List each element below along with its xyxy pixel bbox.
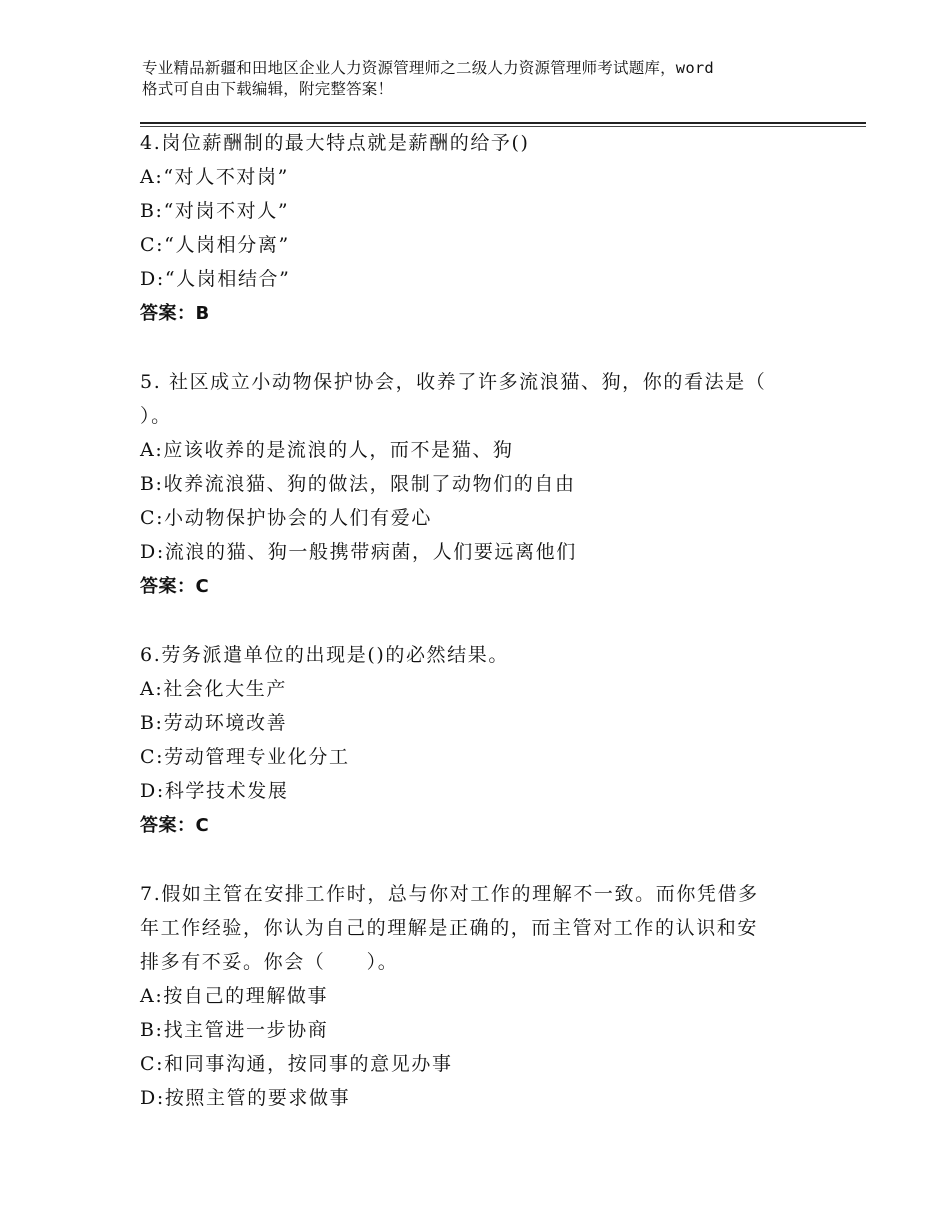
question-5-option-c: C:小动物保护协会的人们有爱心 — [140, 507, 432, 529]
question-4-stem-line-1: 4.岗位薪酬制的最大特点就是薪酬的给予() — [140, 132, 530, 154]
question-5-stem-line-1: 5. 社区成立小动物保护协会，收养了许多流浪猫、狗，你的看法是（ — [140, 371, 767, 393]
question-6-option-c: C:劳动管理专业化分工 — [140, 746, 350, 768]
question-5-option-d: D:流浪的猫、狗一般携带病菌，人们要远离他们 — [140, 541, 577, 563]
question-4-option-c: C:“人岗相分离” — [140, 234, 290, 256]
question-7-option-a: A:按自己的理解做事 — [140, 985, 329, 1007]
question-5-answer: 答案：C — [140, 576, 210, 597]
question-5-option-b: B:收养流浪猫、狗的做法，限制了动物们的自由 — [140, 473, 576, 495]
header-line-1: 专业精品新疆和田地区企业人力资源管理师之二级人力资源管理师考试题库，word — [142, 59, 714, 77]
question-6-option-d: D:科学技术发展 — [140, 780, 289, 802]
question-7-stem-line-3: 排多有不妥。你会（ ）。 — [140, 951, 399, 973]
question-4-option-b: B:“对岗不对人” — [140, 200, 290, 222]
question-4-option-d: D:“人岗相结合” — [140, 268, 291, 290]
question-6-option-a: A:社会化大生产 — [140, 678, 287, 700]
question-5-stem-line-2: ）。 — [140, 405, 172, 427]
question-4-option-a: A:“对人不对岗” — [140, 166, 289, 188]
header-divider-thin — [140, 126, 866, 127]
question-7-option-b: B:找主管进一步协商 — [140, 1019, 329, 1041]
question-7-option-d: D:按照主管的要求做事 — [140, 1087, 351, 1109]
header-divider-thick — [140, 122, 866, 124]
header-line-2: 格式可自由下载编辑，附完整答案！ — [142, 80, 394, 98]
question-6-answer: 答案：C — [140, 815, 210, 836]
question-7-stem-line-1: 7.假如主管在安排工作时，总与你对工作的理解不一致。而你凭借多 — [140, 883, 759, 905]
question-6-option-b: B:劳动环境改善 — [140, 712, 288, 734]
question-6-stem-line-1: 6.劳务派遣单位的出现是()的必然结果。 — [140, 644, 509, 666]
document-header — [142, 58, 832, 100]
question-7-option-c: C:和同事沟通，按同事的意见办事 — [140, 1053, 453, 1075]
question-5-option-a: A:应该收养的是流浪的人，而不是猫、狗 — [140, 439, 514, 461]
question-7-stem-line-2: 年工作经验，你认为自己的理解是正确的，而主管对工作的认识和安 — [140, 917, 759, 939]
question-4-answer: 答案：B — [140, 303, 210, 324]
